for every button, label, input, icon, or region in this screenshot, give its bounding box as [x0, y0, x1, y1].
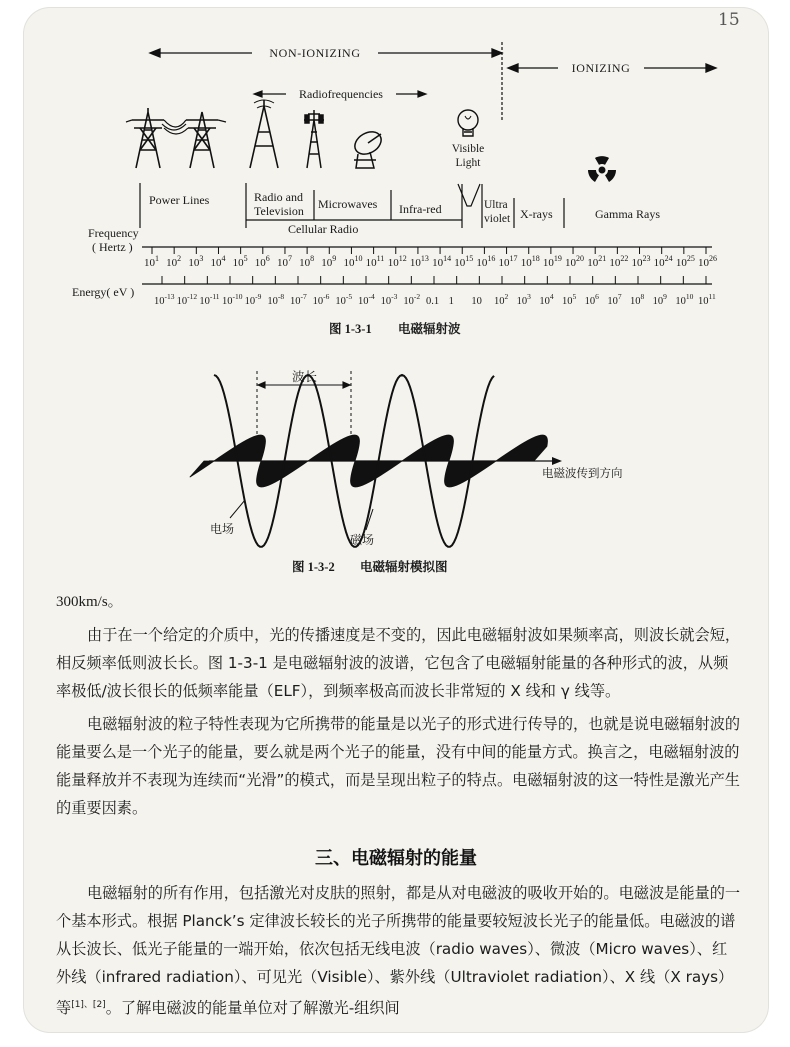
energy-tick-label: $10^{11}$	[698, 292, 716, 307]
energy-tick-label: $10^{-5}$	[335, 292, 353, 307]
energy-label: Energy( eV )	[72, 285, 135, 299]
paragraph-2: 电磁辐射波的粒子特性表现为它所携带的能量是以光子的形式进行传导的，也就是说电磁辐射波的能量要么是一个光子的能量，要么就是两个光子的能量，没有中间的能量方式。换言之，电磁辐射波的能量释放并不表现为连续而“光滑”的模式，而是呈现出粒子的特点。电磁辐射波的这一特性是激光产生的重要因素。	[56, 715, 741, 817]
frequency-tick-label: $10^{18}$	[520, 254, 540, 269]
paragraph-1: 由于在一个给定的介质中，光的传播速度是不变的，因此电磁辐射波如果频率高，则波长就会短，相反频率低则波长长。图 1-3-1 是电磁辐射波的波谱，它包含了电磁辐射能量的各种形式的波，从频率极低/波长很长的低频率能量（ELF），到频率极高而波长非常短的 X 线和 γ 线等。	[56, 626, 741, 700]
band-power-lines: Power Lines	[149, 193, 210, 207]
frequency-tick-label: $10^{21}$	[587, 254, 607, 269]
energy-tick-label: $10^{-3}$	[380, 292, 398, 307]
band-xrays: X-rays	[520, 207, 553, 221]
energy-tick-label: $10^{-10}$	[222, 292, 243, 307]
paragraph-3-text: 电磁辐射的所有作用，包括激光对皮肤的照射，都是从对电磁波的吸收开始的。电磁波是能量的一个基本形式。根据 Planck’s 定律波长较长的光子所携带的能量要较短波长光子的能量低。电磁波的谱从长波长、低光子能量的一端开始，依次包括无线电波（radio waves）、微波（Micro waves）、红外线（infrared radiation）、可见光（Visible）、紫外线（Ultraviolet radiation）、X 线（X rays）等	[56, 884, 741, 1017]
paragraph-3-tail: 。了解电磁波的能量单位对了解激光-组织间	[105, 999, 400, 1017]
energy-tick-label: $10^{-7}$	[290, 292, 307, 307]
power-tower-icon	[126, 108, 226, 168]
energy-tick-label: $10^{-4}$	[358, 292, 375, 307]
energy-tick-label: $10^{-6}$	[312, 292, 330, 307]
energy-tick-label: $10^3$	[516, 292, 531, 307]
radiation-hazard-icon	[588, 156, 616, 182]
non-ionizing-label: NON-IONIZING	[269, 46, 361, 60]
frequency-tick-label: $10^{22}$	[609, 254, 629, 269]
visible-light-label-1: Visible	[451, 143, 485, 155]
energy-tick-label: $10^{-2}$	[403, 292, 421, 307]
frequency-tick-label: $10^4$	[210, 254, 226, 269]
frequency-tick-label: $10^{17}$	[498, 254, 518, 269]
frequency-tick-label: $10^7$	[276, 254, 292, 269]
cell-tower-icon	[304, 110, 324, 168]
paragraph-3	[56, 879, 742, 1022]
energy-tick-label: $10^{-9}$	[244, 292, 262, 307]
magnetic-field-label: 磁场	[350, 533, 375, 547]
frequency-ticks	[144, 247, 717, 269]
energy-tick-label: $10^5$	[562, 292, 577, 307]
body-block-2	[56, 879, 742, 1022]
figure2-caption-text: 电磁辐射模拟图	[360, 559, 448, 574]
page-number: 15	[718, 10, 740, 30]
band-infrared: Infra-red	[399, 202, 442, 216]
section-heading: 三、电磁辐射的能量	[315, 848, 477, 869]
band-microwaves: Microwaves	[318, 197, 378, 211]
magnetic-field-wave	[190, 435, 548, 487]
energy-tick-label: $10^6$	[584, 292, 599, 307]
frequency-tick-label: $10^6$	[254, 254, 270, 269]
energy-tick-label: $10^{10}$	[675, 292, 694, 307]
energy-tick-label: 1	[448, 296, 454, 307]
speed-line: 300km/s。	[56, 594, 123, 610]
frequency-tick-label: $10^9$	[321, 254, 337, 269]
ionizing-label: IONIZING	[571, 61, 631, 75]
band-radio-tv-2: Television	[254, 204, 304, 218]
figure1-caption-number: 图 1-3-1	[329, 322, 372, 336]
frequency-tick-label: $10^3$	[188, 254, 204, 269]
frequency-tick-label: $10^{24}$	[653, 254, 673, 269]
visible-light-label-2: Light	[455, 157, 481, 169]
frequency-tick-label: $10^{15}$	[454, 254, 474, 269]
frequency-label-1: Frequency	[88, 226, 139, 240]
band-cellular-radio: Cellular Radio	[288, 222, 359, 236]
energy-tick-label: $10^{-13}$	[154, 292, 175, 307]
frequency-tick-label: $10^{26}$	[698, 254, 717, 269]
frequency-label-2: ( Hertz )	[92, 240, 133, 254]
band-ultraviolet-1: Ultra	[484, 199, 508, 211]
frequency-tick-label: $10^{20}$	[565, 254, 585, 269]
book-page	[24, 8, 768, 1032]
energy-tick-label: 0.1	[426, 296, 440, 307]
frequency-tick-label: $10^1$	[144, 254, 159, 269]
energy-tick-label: $10^9$	[652, 292, 667, 307]
wave-figure	[24, 343, 768, 583]
band-ultraviolet-2: violet	[484, 213, 511, 225]
energy-tick-label: $10^{-8}$	[267, 292, 285, 307]
direction-label: 电磁波传到方向	[542, 466, 623, 480]
frequency-tick-label: $10^{13}$	[409, 254, 429, 269]
energy-ticks	[154, 276, 716, 307]
electric-field-label: 电场	[210, 522, 235, 536]
spectrum-figure	[24, 8, 768, 343]
satellite-dish-icon	[351, 127, 385, 168]
energy-tick-label: $10^2$	[494, 292, 509, 307]
energy-tick-label: $10^8$	[630, 292, 645, 307]
energy-tick-label: $10^4$	[539, 292, 554, 307]
frequency-tick-label: $10^{11}$	[365, 254, 385, 269]
light-bulb-icon	[458, 110, 478, 136]
frequency-tick-label: $10^{14}$	[432, 254, 452, 269]
wavelength-label: 波长	[292, 369, 318, 384]
band-gamma: Gamma Rays	[595, 207, 660, 221]
frequency-tick-label: $10^5$	[232, 254, 248, 269]
frequency-tick-label: $10^{16}$	[476, 254, 496, 269]
energy-tick-label: 10	[471, 296, 482, 307]
energy-tick-label: $10^{-11}$	[199, 292, 220, 307]
paragraph-3-refs: [1]、[2]	[71, 1000, 106, 1010]
frequency-tick-label: $10^{23}$	[631, 254, 651, 269]
figure2-caption-number: 图 1-3-2	[292, 560, 335, 574]
frequency-tick-label: $10^8$	[299, 254, 315, 269]
frequency-tick-label: $10^{12}$	[387, 254, 407, 269]
frequency-tick-label: $10^{19}$	[542, 254, 562, 269]
band-radio-tv-1: Radio and	[254, 190, 303, 204]
energy-tick-label: $10^{-12}$	[176, 292, 198, 307]
radiofrequencies-label: Radiofrequencies	[299, 87, 383, 101]
body-block-1	[56, 588, 742, 822]
frequency-tick-label: $10^2$	[166, 254, 182, 269]
frequency-tick-label: $10^{25}$	[675, 254, 695, 269]
figure1-caption-text: 电磁辐射波	[398, 321, 461, 336]
frequency-tick-label: $10^{10}$	[343, 254, 363, 269]
radio-mast-icon	[250, 100, 278, 168]
energy-tick-label: $10^7$	[607, 292, 622, 307]
